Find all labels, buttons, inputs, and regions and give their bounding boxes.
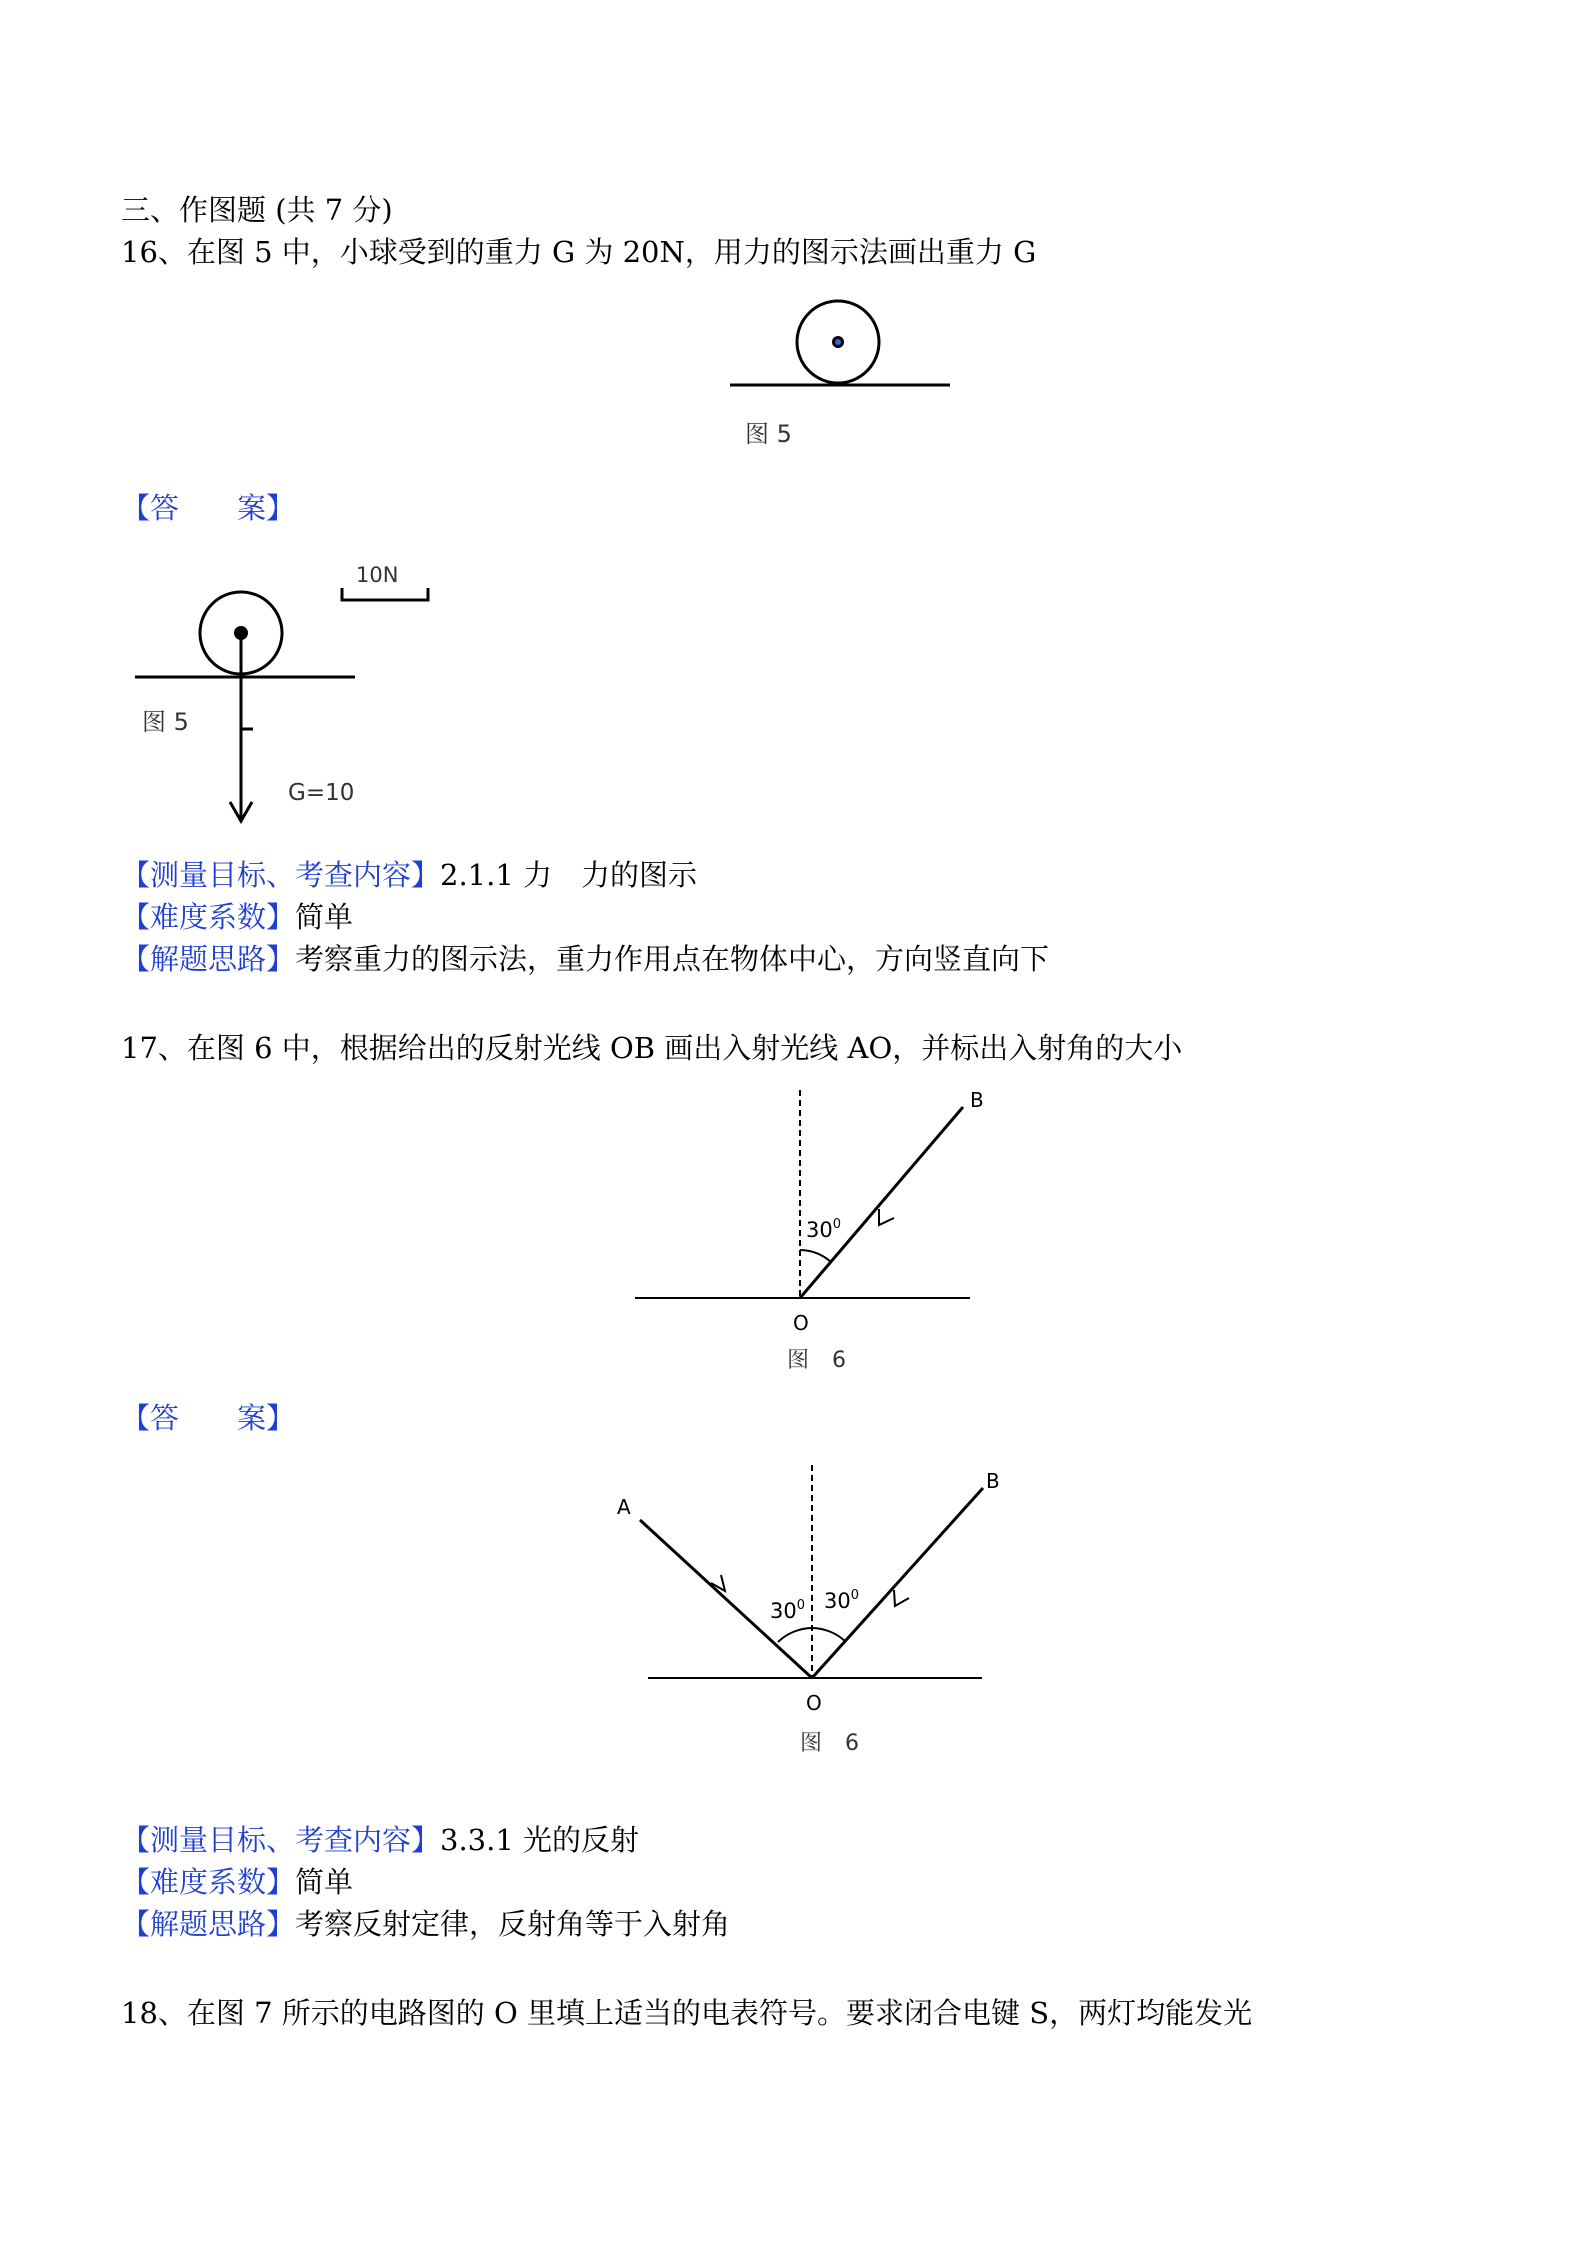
- difficulty-text: 简单: [295, 900, 354, 934]
- reflected-arrow: [894, 1590, 909, 1606]
- angle-arc: [800, 1250, 831, 1262]
- point-o-label: O: [806, 1691, 822, 1715]
- q17-answer-figure: [610, 1460, 1000, 1774]
- gravity-label: G=10: [288, 780, 355, 806]
- q17-goal: [121, 1822, 639, 1858]
- q16-figure-caption: 图 5: [745, 420, 792, 448]
- goal-label: 【测量目标、考查内容】: [121, 858, 441, 892]
- angle-value: $30^0$: [806, 1217, 842, 1242]
- answer-figure-caption: 图 5: [142, 708, 189, 736]
- q16-approach: [121, 941, 1049, 977]
- q16-answer-figure: [130, 540, 460, 844]
- q16-diagram: [725, 290, 955, 460]
- q16-answer-diagram: [130, 540, 460, 840]
- difficulty-label: 【难度系数】: [121, 1865, 296, 1899]
- q17-answer-diagram: [610, 1460, 1000, 1770]
- q17-question: 17、在图 6 中，根据给出的反射光线 OB 画出入射光线 AO，并标出入射角的大小: [121, 1031, 1183, 1065]
- q18-question: 18、在图 7 所示的电路图的 O 里填上适当的电表符号。要求闭合电键 S，两灯均能发光: [121, 1996, 1253, 2030]
- approach-label: 【解题思路】: [121, 942, 296, 976]
- ray-arrow: [879, 1209, 894, 1225]
- point-o-label: O: [793, 1311, 809, 1335]
- q17-difficulty: [121, 1864, 353, 1900]
- scale-label: 10N: [356, 563, 399, 587]
- section-title: 三、作图题 (共 7 分): [121, 193, 393, 227]
- q16-goal: [121, 857, 697, 893]
- goal-text: 2.1.1 力 力的图示: [440, 858, 698, 892]
- approach-text: 考察反射定律，反射角等于入射角: [295, 1907, 731, 1941]
- angle-arc-incident: [778, 1628, 812, 1642]
- q16-question: 16、在图 5 中，小球受到的重力 G 为 20N，用力的图示法画出重力 G: [121, 235, 1037, 269]
- angle-arc-reflected: [812, 1628, 846, 1642]
- point-b-label: B: [986, 1469, 1000, 1493]
- q17-diagram: [630, 1085, 990, 1395]
- reflected-angle-value: $30^0$: [824, 1588, 860, 1613]
- difficulty-text: 简单: [295, 1865, 354, 1899]
- goal-text: 3.3.1 光的反射: [440, 1823, 640, 1857]
- difficulty-label: 【难度系数】: [121, 900, 296, 934]
- reflected-ray: [812, 1488, 983, 1678]
- goal-label: 【测量目标、考查内容】: [121, 1823, 441, 1857]
- q17-approach: [121, 1906, 730, 1942]
- scale-bar: [342, 588, 428, 600]
- q16-difficulty: [121, 899, 353, 935]
- point-a-label: A: [617, 1495, 631, 1519]
- q17-figure: [630, 1085, 990, 1399]
- incident-angle-value: $30^0$: [770, 1598, 806, 1623]
- q17-figure-caption: 图 6: [787, 1348, 854, 1373]
- q17-answer-figure-caption: 图 6: [800, 1731, 867, 1756]
- q16-figure: [725, 290, 955, 464]
- q16-answer-label: 【答 案】: [121, 491, 296, 525]
- q17-answer-label: 【答 案】: [121, 1401, 296, 1435]
- point-b-label: B: [970, 1088, 984, 1112]
- approach-label: 【解题思路】: [121, 1907, 296, 1941]
- reflected-ray: [800, 1107, 963, 1298]
- approach-text: 考察重力的图示法，重力作用点在物体中心，方向竖直向下: [295, 942, 1050, 976]
